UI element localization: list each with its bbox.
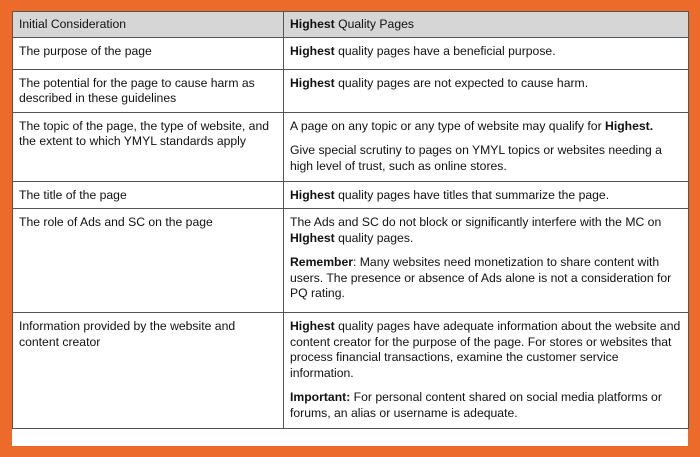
highest-bold: Highest	[290, 75, 335, 90]
table-row	[13, 37, 689, 69]
header-col1-text: Initial Consideration	[19, 17, 127, 31]
remember-text: : Many websites need monetization to share content with users. The presence or absence of Ads alone is not a consideration for PQ rating.	[290, 255, 672, 300]
header-initial-consideration	[13, 12, 284, 38]
highest-bold: Highest	[290, 319, 335, 333]
highest-bold: HIghest	[290, 230, 335, 245]
consideration-cell	[13, 112, 284, 181]
highest-bold: Highest	[290, 43, 335, 58]
quality-note	[290, 255, 682, 302]
header-col2-text: Quality Pages	[334, 17, 414, 31]
table-row	[13, 69, 689, 112]
table-row	[13, 313, 689, 429]
table-row	[13, 181, 689, 209]
consideration-cell	[13, 181, 284, 209]
quality-text: quality pages are not expected to cause harm.	[334, 75, 589, 90]
quality-cell	[284, 209, 689, 313]
quality-cell	[284, 181, 689, 209]
consideration-cell	[13, 37, 284, 69]
highest-bold: Highest	[290, 187, 335, 202]
quality-text: quality pages have titles that summarize the page.	[334, 187, 610, 202]
consideration-text: The topic of the page, the type of website, and the extent to which YMYL standards apply	[19, 118, 270, 148]
quality-considerations-table	[12, 11, 689, 429]
important-label: Important:	[290, 390, 351, 404]
consideration-cell	[13, 313, 284, 429]
important-text: For personal content shared on social media platforms or forums, an alias or username is adequate.	[290, 390, 662, 420]
consideration-text: The purpose of the page	[19, 43, 152, 58]
consideration-cell	[13, 209, 284, 313]
remember-label: Remember	[290, 255, 353, 269]
quality-note: Give special scrutiny to pages on YMYL topics or websites needing a high level of trust, such as online stores.	[290, 143, 662, 173]
quality-text: A page on any topic or any type of website may qualify for	[290, 118, 606, 133]
table-row	[13, 209, 689, 313]
quality-cell	[284, 69, 689, 112]
consideration-text: The potential for the page to cause harm as described in these guidelines	[19, 75, 255, 105]
quality-cell	[284, 112, 689, 181]
consideration-text: Information provided by the website and content creator	[19, 319, 236, 349]
quality-text: quality pages have a beneficial purpose.	[334, 43, 556, 58]
table-header-row	[13, 12, 689, 38]
table-row	[13, 112, 689, 181]
quality-cell	[284, 313, 689, 429]
quality-text: quality pages have adequate information about the website and content creator for the purpose of the page. For stores or websites that process financial transactions, examine the customer service information.	[290, 319, 681, 380]
consideration-text: The role of Ads and SC on the page	[19, 215, 213, 229]
quality-cell	[284, 37, 689, 69]
header-highest-quality-pages	[284, 12, 689, 38]
quality-text: The Ads and SC do not block or significantly interfere with the MC on	[290, 215, 662, 229]
quality-note	[290, 390, 682, 421]
quality-text-end: quality pages.	[334, 230, 414, 245]
guidelines-table-sheet	[12, 11, 688, 446]
highest-bold: Highest.	[605, 118, 654, 133]
consideration-cell	[13, 69, 284, 112]
header-col2-bold: Highest	[290, 17, 335, 31]
consideration-text: The title of the page	[19, 187, 127, 202]
